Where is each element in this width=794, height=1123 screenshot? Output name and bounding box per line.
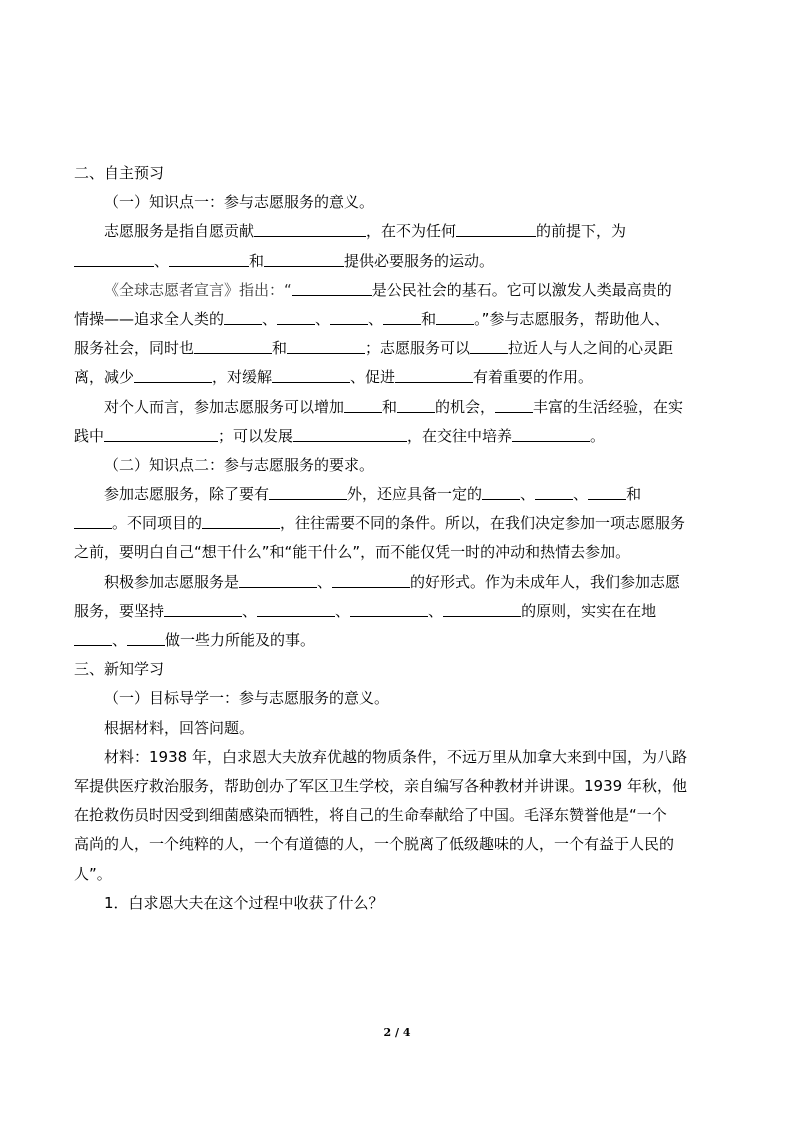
blank[interactable] — [269, 484, 347, 500]
blank[interactable] — [395, 367, 473, 383]
blank[interactable] — [293, 426, 407, 442]
blank[interactable] — [272, 367, 350, 383]
paragraph-line: 践中 ；可以发展 ，在交往中培养 。 — [74, 426, 606, 445]
knowledge-point-2-heading: （二）知识点二：参与志愿服务的要求。 — [104, 455, 375, 474]
page-number: 2 / 4 — [383, 1026, 411, 1039]
question-1: 1．白求恩大夫在这个过程中收获了什么？ — [104, 893, 384, 912]
blank[interactable] — [456, 221, 536, 237]
material-line: 高尚的人，一个纯粹的人，一个有道德的人，一个脱离了低级趣味的人，一个有益于人民的 — [74, 835, 675, 854]
goal-guide-1-heading: （一）目标导学一：参与志愿服务的意义。 — [104, 689, 390, 708]
blank[interactable] — [202, 513, 280, 529]
blank[interactable] — [127, 630, 165, 646]
blank[interactable] — [169, 251, 249, 267]
paragraph-line: 、 和 提供必要服务的运动。 — [74, 247, 722, 276]
paragraph-line: 《全球志愿者宣言》指出：“ 是公民社会的基石。它可以激发人类最高贵的 — [104, 280, 672, 299]
paragraph-line: 之前，要明白自己“想干什么”和“能干什么”，而不能仅凭一时的冲动和热情去参加。 — [74, 543, 631, 562]
material-line: 材料：1938 年，白求恩大夫放弃优越的物质条件，不远万里从加拿大来到中国，为八路 — [104, 747, 687, 766]
blank[interactable] — [74, 513, 112, 529]
blank[interactable] — [350, 601, 428, 617]
blank[interactable] — [264, 251, 344, 267]
blank[interactable] — [443, 601, 521, 617]
blank[interactable] — [277, 309, 315, 325]
paragraph-line: 积极参加志愿服务是 、 的好形式。作为未成年人，我们参加志愿 — [104, 572, 681, 591]
blank[interactable] — [330, 309, 368, 325]
blank[interactable] — [397, 397, 435, 413]
instruction-line: 根据材料，回答问题。 — [104, 718, 255, 737]
paragraph-line: 对个人而言，参加志愿服务可以增加 和 的机会， 丰富的生活经验，在实 — [104, 397, 684, 416]
blank[interactable] — [383, 309, 421, 325]
paragraph-line: 参加志愿服务，除了要有 外，还应具备一定的 、 、 和 — [104, 485, 642, 504]
blank[interactable] — [535, 484, 573, 500]
blank[interactable] — [239, 572, 317, 588]
blank[interactable] — [344, 397, 382, 413]
paragraph-line: 情操——追求全人类的 、 、 、 和 。”参与志愿服务，帮助他人、 — [74, 309, 670, 328]
blank[interactable] — [74, 630, 112, 646]
blank[interactable] — [512, 426, 590, 442]
blank[interactable] — [495, 397, 533, 413]
knowledge-point-1-heading: （一）知识点一：参与志愿服务的意义。 — [104, 193, 375, 212]
blank[interactable] — [257, 601, 335, 617]
blank[interactable] — [134, 367, 212, 383]
material-line: 在抢救伤员时因受到细菌感染而牺牲，将自己的生命奉献给了中国。毛泽东赞誉他是“一个 — [74, 806, 667, 825]
blank[interactable] — [436, 309, 474, 325]
section-heading-preview: 二、自主预习 — [74, 164, 165, 182]
paragraph-line: 、 做一些力所能及的事。 — [74, 626, 722, 655]
blank[interactable] — [588, 484, 626, 500]
blank[interactable] — [470, 338, 508, 354]
blank[interactable] — [482, 484, 520, 500]
blank[interactable] — [332, 572, 410, 588]
blank[interactable] — [194, 338, 272, 354]
blank[interactable] — [164, 601, 242, 617]
material-line: 军提供医疗救治服务，帮助创办了军区卫生学校，亲自编写各种教材并讲课。1939 年秋，他 — [74, 776, 687, 795]
paragraph-line: 服务社会，同时也 和 ；志愿服务可以 拉近人与人之间的心灵距 — [74, 339, 674, 358]
blank[interactable] — [74, 251, 154, 267]
paragraph-line: 离，减少 ，对缓解 、促进 有着重要的作用。 — [74, 368, 594, 387]
blank[interactable] — [224, 309, 262, 325]
section-heading-new-learning: 三、新知学习 — [74, 660, 165, 679]
blank[interactable] — [287, 338, 365, 354]
worksheet-body — [74, 159, 722, 918]
blank[interactable] — [292, 280, 372, 296]
blank[interactable] — [104, 426, 218, 442]
blank[interactable] — [254, 221, 366, 237]
paragraph-line: 。不同项目的 ，往往需要不同的条件。所以，在我们决定参加一项志愿服务 — [74, 509, 722, 538]
material-line: 人”。 — [74, 864, 112, 883]
paragraph-line: 志愿服务是指自愿贡献 ，在不为任何 的前提下，为 — [104, 222, 627, 241]
paragraph-line: 服务，要坚持 、 、 、 的原则，实实在在地 — [74, 601, 657, 620]
